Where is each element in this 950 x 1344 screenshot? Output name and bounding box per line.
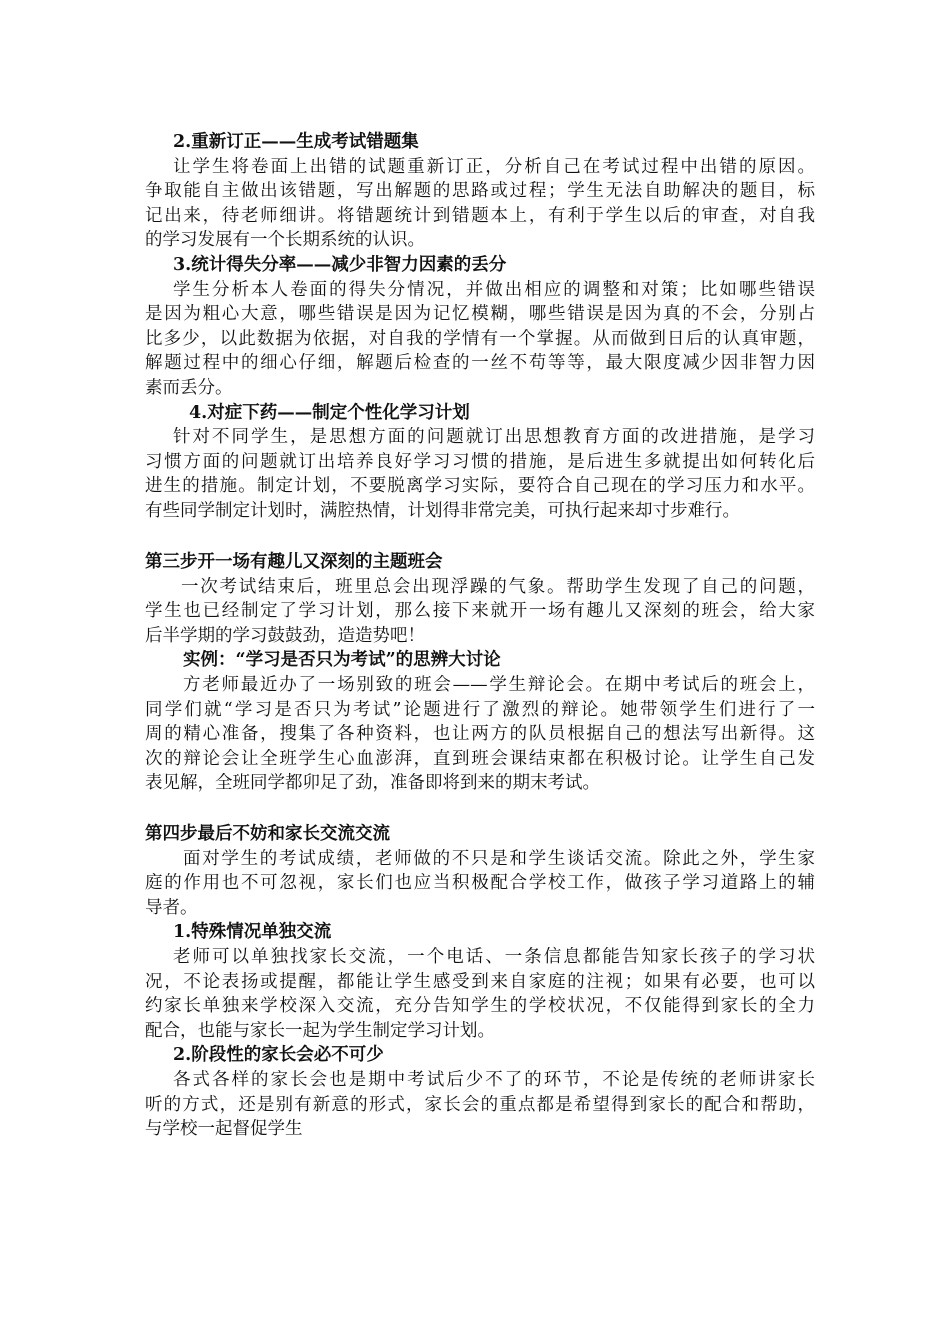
paragraph-line: 争取能自主做出该错题，写出解题的思路或过程；学生无法自助解决的题目，标 xyxy=(145,181,815,202)
section-heading: 2.重新订正——生成考试错题集 xyxy=(173,132,419,152)
paragraph-line: 表见解，全班同学都卯足了劲，准备即将到来的期末考试。 xyxy=(145,773,600,794)
paragraph-line: 针对不同学生，是思想方面的问题就订出思想教育方面的改进措施，是学习 xyxy=(173,427,815,448)
paragraph-line: 素而丢分。 xyxy=(145,378,233,398)
section-heading: 2.阶段性的家长会必不可少 xyxy=(173,1045,384,1066)
paragraph-line: 听的方式，还是别有新意的形式，家长会的重点都是希望得到家长的配合和帮助， xyxy=(145,1094,815,1115)
section-heading: 实例：“学习是否只为考试”的思辨大讨论 xyxy=(183,650,501,671)
paragraph-line: 让学生将卷面上出错的试题重新订正，分析自己在考试过程中出错的原因。 xyxy=(173,156,815,177)
paragraph-line: 周的精心准备，搜集了各种资料，也让两方的队员根据自己的想法写出新得。这 xyxy=(145,724,815,745)
paragraph-line: 比多少，以此数据为依据，对自我的学情有一个掌握。从而做到日后的认真审题， xyxy=(145,328,815,349)
paragraph-line: 面对学生的考试成绩，老师做的不只是和学生谈话交流。除此之外，学生家 xyxy=(183,848,815,869)
section-heading: 第三步开一场有趣儿又深刻的主题班会 xyxy=(145,552,443,572)
paragraph-line: 庭的作用也不可忽视，家长们也应当积极配合学校工作，做孩子学习道路上的辅 xyxy=(145,873,815,894)
paragraph-line: 方老师最近办了一场别致的班会——学生辩论会。在期中考试后的班会上， xyxy=(183,675,815,695)
paragraph-line: 老师可以单独找家长交流，一个电话、一条信息都能告知家长孩子的学习状 xyxy=(173,947,815,967)
section-heading: 第四步最后不妨和家长交流交流 xyxy=(145,824,390,844)
paragraph-line: 次的辩论会让全班学生心血澎湃，直到班会课结束都在积极讨论。让学生自己发 xyxy=(145,748,815,769)
paragraph-line: 一次考试结束后，班里总会出现浮躁的气象。帮助学生发现了自己的问题， xyxy=(181,576,815,597)
section-heading: 1.特殊情况单独交流 xyxy=(173,922,332,943)
paragraph-line: 约家长单独来学校深入交流，充分告知学生的学校状况，不仅能得到家长的全力 xyxy=(145,996,815,1017)
paragraph-line: 解题过程中的细心仔细，解题后检查的一丝不苟等等，最大限度减少因非智力因 xyxy=(145,353,815,374)
paragraph-line: 习惯方面的问题就订出培养良好学习习惯的措施，是后进生多就提出如何转化后 xyxy=(145,451,815,472)
paragraph-line: 学生分析本人卷面的得失分情况，并做出相应的调整和对策；比如哪些错误 xyxy=(173,279,815,300)
paragraph-line: 后半学期的学习鼓鼓劲，造造势吧！ xyxy=(145,625,425,646)
section-heading: 3.统计得失分率——减少非智力因素的丢分 xyxy=(173,255,507,275)
paragraph-line: 记出来，待老师细讲。将错题统计到错题本上，有利于学生以后的审查，对自我 xyxy=(145,205,815,226)
paragraph-line: 的学习发展有一个长期系统的认识。 xyxy=(145,230,425,251)
paragraph-line: 是因为粗心大意，哪些错误是因为记忆模糊，哪些错误是因为真的不会，分别占 xyxy=(145,304,815,325)
paragraph-line: 配合，也能与家长一起为学生制定学习计划。 xyxy=(145,1020,495,1041)
paragraph-line: 况，不论表扬或提醒，都能让学生感受到来自家庭的注视；如果有必要，也可以 xyxy=(145,971,815,992)
paragraph-line: 各式各样的家长会也是期中考试后少不了的环节，不论是传统的老师讲家长 xyxy=(173,1070,815,1090)
paragraph-line: 与学校一起督促学生 xyxy=(145,1119,303,1140)
paragraph-line: 有些同学制定计划时，满腔热情，计划得非常完美，可执行起来却寸步难行。 xyxy=(145,501,740,521)
section-heading: 4.对症下药——制定个性化学习计划 xyxy=(189,402,470,423)
paragraph-line: 学生也已经制定了学习计划，那么接下来就开一场有趣儿又深刻的班会，给大家 xyxy=(145,601,815,622)
paragraph-line: 进生的措施。制定计划，不要脱离学习实际，要符合自己现在的学习压力和水平。 xyxy=(145,476,815,497)
paragraph-line: 导者。 xyxy=(145,897,198,918)
paragraph-line: 同学们就“学习是否只为考试”论题进行了激烈的辩论。她带领学生们进行了一 xyxy=(145,699,815,720)
